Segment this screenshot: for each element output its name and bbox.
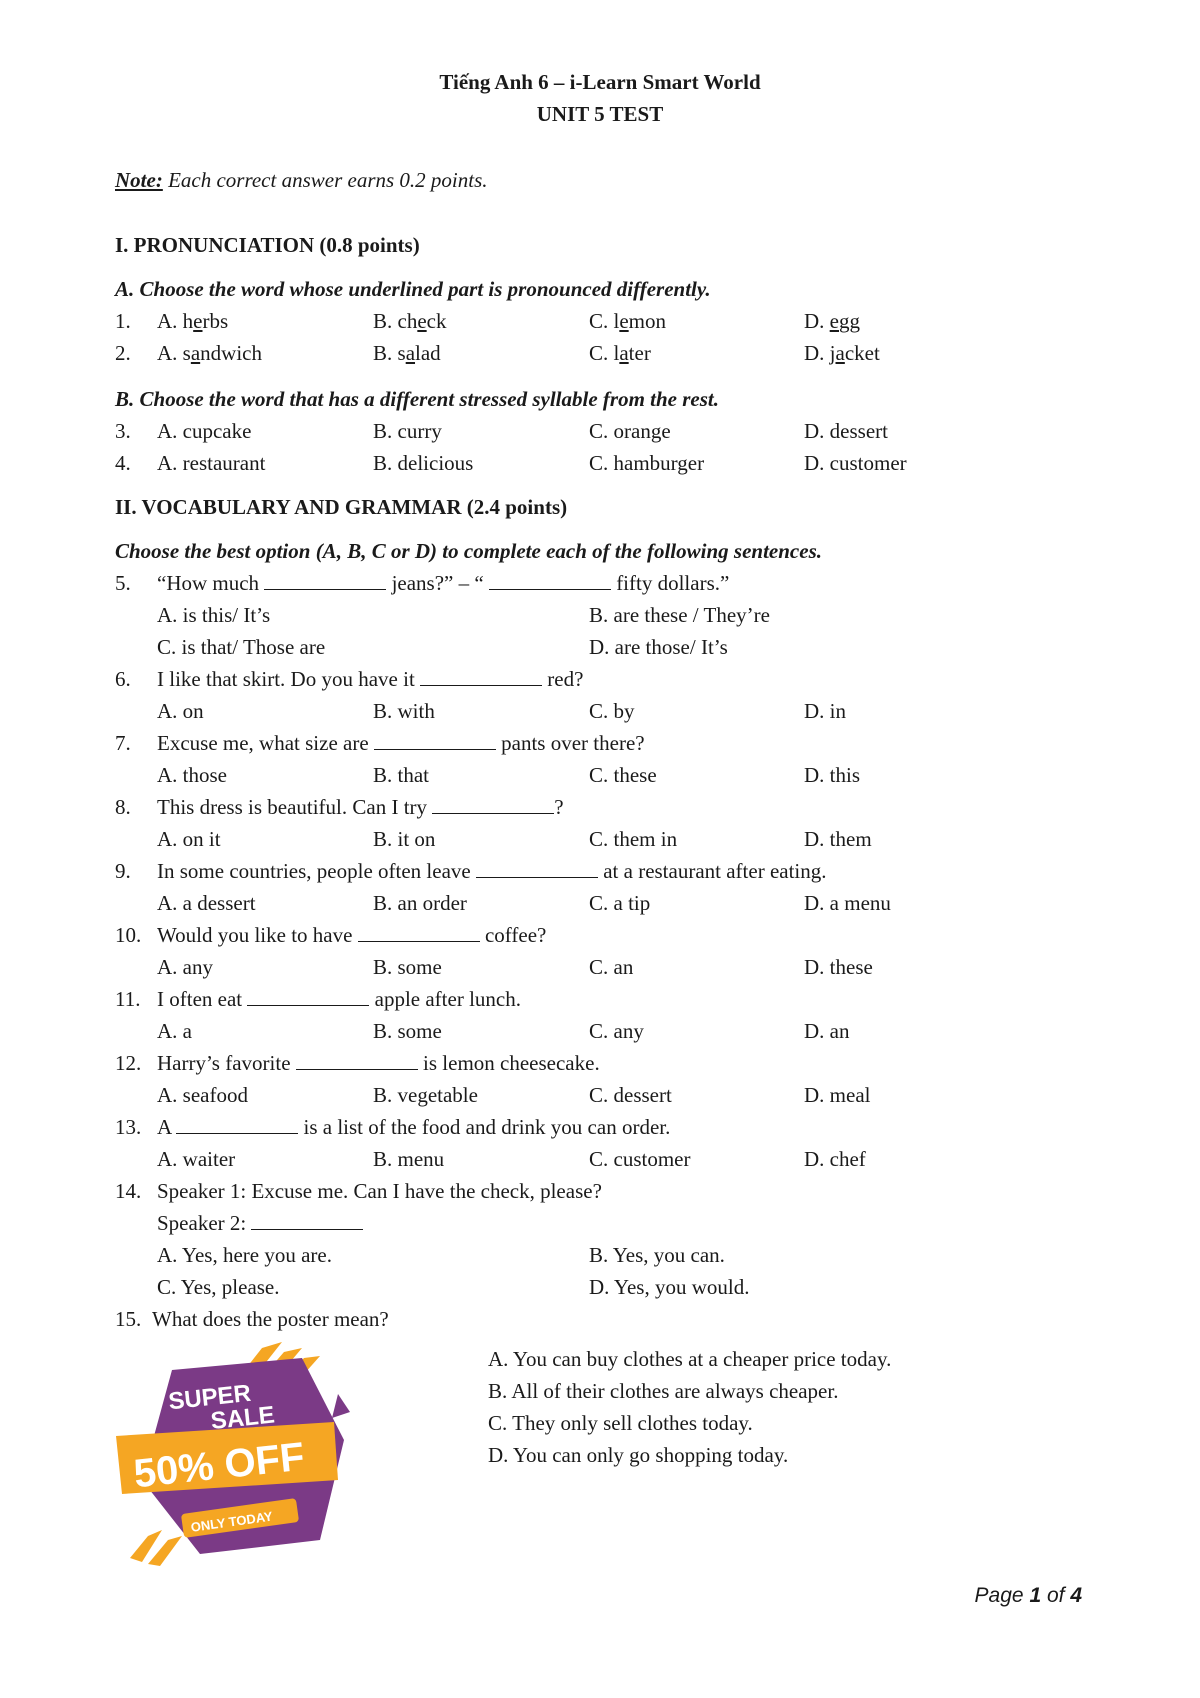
- q14-option-d: D. Yes, you would.: [589, 1275, 750, 1299]
- q11-stem: I often eat apple after lunch.: [157, 987, 521, 1011]
- q7-option-b: B. that: [373, 763, 429, 787]
- q4-option-b: B. delicious: [373, 451, 474, 475]
- q13-option-b: B. menu: [373, 1147, 445, 1171]
- q2-option-d: D. jacket: [804, 341, 880, 365]
- q5-option-a: A. is this/ It’s: [157, 603, 271, 627]
- q8-option-b: B. it on: [373, 827, 436, 851]
- q10-number: 10.: [115, 923, 142, 947]
- q10-option-d: D. these: [804, 955, 873, 979]
- q4-option-a: A. restaurant: [157, 451, 266, 475]
- q11-option-d: D. an: [804, 1019, 850, 1043]
- answer-blank: [476, 859, 598, 878]
- q1-option-a: A. herbs: [157, 309, 229, 333]
- q11-number: 11.: [115, 987, 141, 1011]
- q9-option-c: C. a tip: [589, 891, 651, 915]
- q14-option-a: A. Yes, here you are.: [157, 1243, 332, 1267]
- q7-option-c: C. these: [589, 763, 657, 787]
- q3-option-c: C. orange: [589, 419, 671, 443]
- poster-text-sale: SALE: [209, 1401, 276, 1436]
- q2-option-b: B. salad: [373, 341, 441, 365]
- answer-blank: [374, 731, 496, 750]
- q9-option-b: B. an order: [373, 891, 467, 915]
- q13-option-a: A. waiter: [157, 1147, 236, 1171]
- answer-blank: [432, 795, 554, 814]
- q1-option-b: B. check: [373, 309, 447, 333]
- q13-option-c: C. customer: [589, 1147, 691, 1171]
- q12-number: 12.: [115, 1051, 142, 1075]
- q10-option-b: B. some: [373, 955, 442, 979]
- poster-text-only-today: ONLY TODAY: [189, 1508, 274, 1535]
- q3-option-b: B. curry: [373, 419, 442, 443]
- q10-stem: Would you like to have coffee?: [157, 923, 547, 947]
- q9-stem: In some countries, people often leave at a restaurant after eating.: [157, 859, 827, 883]
- answer-blank: [264, 571, 386, 590]
- q8-option-d: D. them: [804, 827, 872, 851]
- q1-option-d: D. egg: [804, 309, 860, 333]
- q6-number: 6.: [115, 667, 131, 691]
- q7-number: 7.: [115, 731, 131, 755]
- q3-option-d: D. dessert: [804, 419, 888, 443]
- q2-option-c: C. later: [589, 341, 651, 365]
- section1-part-b-instruction: B. Choose the word that has a different stressed syllable from the rest.: [115, 387, 719, 411]
- q14-option-b: B. Yes, you can.: [589, 1243, 725, 1267]
- q3-number: 3.: [115, 419, 131, 443]
- answer-blank: [358, 923, 480, 942]
- q5-option-d: D. are those/ It’s: [589, 635, 728, 659]
- q5-option-c: C. is that/ Those are: [157, 635, 326, 659]
- q15-option-b: B. All of their clothes are always cheaper.: [488, 1379, 839, 1403]
- q15-number: 15.: [115, 1307, 142, 1331]
- q5-number: 5.: [115, 571, 131, 595]
- q12-option-b: B. vegetable: [373, 1083, 478, 1107]
- note-label: Note:: [115, 168, 163, 192]
- q14-number: 14.: [115, 1179, 142, 1203]
- q6-option-c: C. by: [589, 699, 635, 723]
- section1-part-a-instruction: A. Choose the word whose underlined part is pronounced differently.: [115, 277, 711, 301]
- q6-stem: I like that skirt. Do you have it red?: [157, 667, 584, 691]
- q4-option-d: D. customer: [804, 451, 907, 475]
- q2-number: 2.: [115, 341, 131, 365]
- q15-option-d: D. You can only go shopping today.: [488, 1443, 789, 1467]
- q6-option-b: B. with: [373, 699, 435, 723]
- answer-blank: [251, 1211, 363, 1230]
- q12-option-c: C. dessert: [589, 1083, 672, 1107]
- note-text: Each correct answer earns 0.2 points.: [162, 168, 488, 192]
- answer-blank: [176, 1115, 298, 1134]
- note-line: [115, 167, 488, 193]
- q8-stem: This dress is beautiful. Can I try ?: [157, 795, 564, 819]
- q15-stem: What does the poster mean?: [152, 1307, 389, 1331]
- q4-number: 4.: [115, 451, 131, 475]
- q8-option-c: C. them in: [589, 827, 678, 851]
- poster-text-discount: 50% OFF: [131, 1434, 307, 1497]
- q10-option-a: A. any: [157, 955, 213, 979]
- q7-stem: Excuse me, what size are pants over there?: [157, 731, 645, 755]
- answer-blank: [489, 571, 611, 590]
- q12-stem: Harry’s favorite is lemon cheesecake.: [157, 1051, 600, 1075]
- section2-instruction: Choose the best option (A, B, C or D) to complete each of the following sentences.: [115, 539, 822, 563]
- q13-option-d: D. chef: [804, 1147, 866, 1171]
- q9-number: 9.: [115, 859, 131, 883]
- q8-number: 8.: [115, 795, 131, 819]
- q11-option-c: C. any: [589, 1019, 644, 1043]
- q14-stem: Speaker 1: Excuse me. Can I have the check, please?: [157, 1179, 602, 1203]
- q7-option-a: A. those: [157, 763, 227, 787]
- answer-blank: [296, 1051, 418, 1070]
- page-footer: Page 1 of 4: [974, 1584, 1082, 1607]
- q11-option-b: B. some: [373, 1019, 442, 1043]
- q15-option-c: C. They only sell clothes today.: [488, 1411, 753, 1435]
- q10-option-c: C. an: [589, 955, 634, 979]
- section2-title: II. VOCABULARY AND GRAMMAR (2.4 points): [115, 495, 568, 519]
- q14-speaker2: Speaker 2:: [157, 1210, 363, 1236]
- document-title: Tiếng Anh 6 – i-Learn Smart World: [439, 70, 761, 94]
- q12-option-a: A. seafood: [157, 1083, 248, 1107]
- q5-stem: “How much jeans?” – “ fifty dollars.”: [157, 571, 730, 595]
- q9-option-a: A. a dessert: [157, 891, 256, 915]
- q2-option-a: A. sandwich: [157, 341, 262, 365]
- q7-option-d: D. this: [804, 763, 861, 787]
- section1-title: I. PRONUNCIATION (0.8 points): [115, 233, 420, 257]
- q4-option-c: C. hamburger: [589, 451, 705, 475]
- q5-option-b: B. are these / They’re: [589, 603, 770, 627]
- poster-text-super: SUPER: [167, 1379, 253, 1416]
- q9-option-d: D. a menu: [804, 891, 891, 915]
- q8-option-a: A. on it: [157, 827, 221, 851]
- q6-option-a: A. on: [157, 699, 204, 723]
- answer-blank: [247, 987, 369, 1006]
- document-subtitle: UNIT 5 TEST: [536, 102, 664, 126]
- q14-option-c: C. Yes, please.: [157, 1275, 280, 1299]
- q3-option-a: A. cupcake: [157, 419, 252, 443]
- triangle-decoration: [332, 1394, 350, 1418]
- q13-stem: A is a list of the food and drink you can order.: [157, 1115, 671, 1139]
- q11-option-a: A. a: [157, 1019, 192, 1043]
- q13-number: 13.: [115, 1115, 142, 1139]
- q12-option-d: D. meal: [804, 1083, 871, 1107]
- super-sale-poster-image: [112, 1340, 372, 1566]
- q15-option-a: A. You can buy clothes at a cheaper price today.: [488, 1347, 892, 1371]
- answer-blank: [420, 667, 542, 686]
- q1-option-c: C. lemon: [589, 309, 667, 333]
- q6-option-d: D. in: [804, 699, 846, 723]
- q1-number: 1.: [115, 309, 131, 333]
